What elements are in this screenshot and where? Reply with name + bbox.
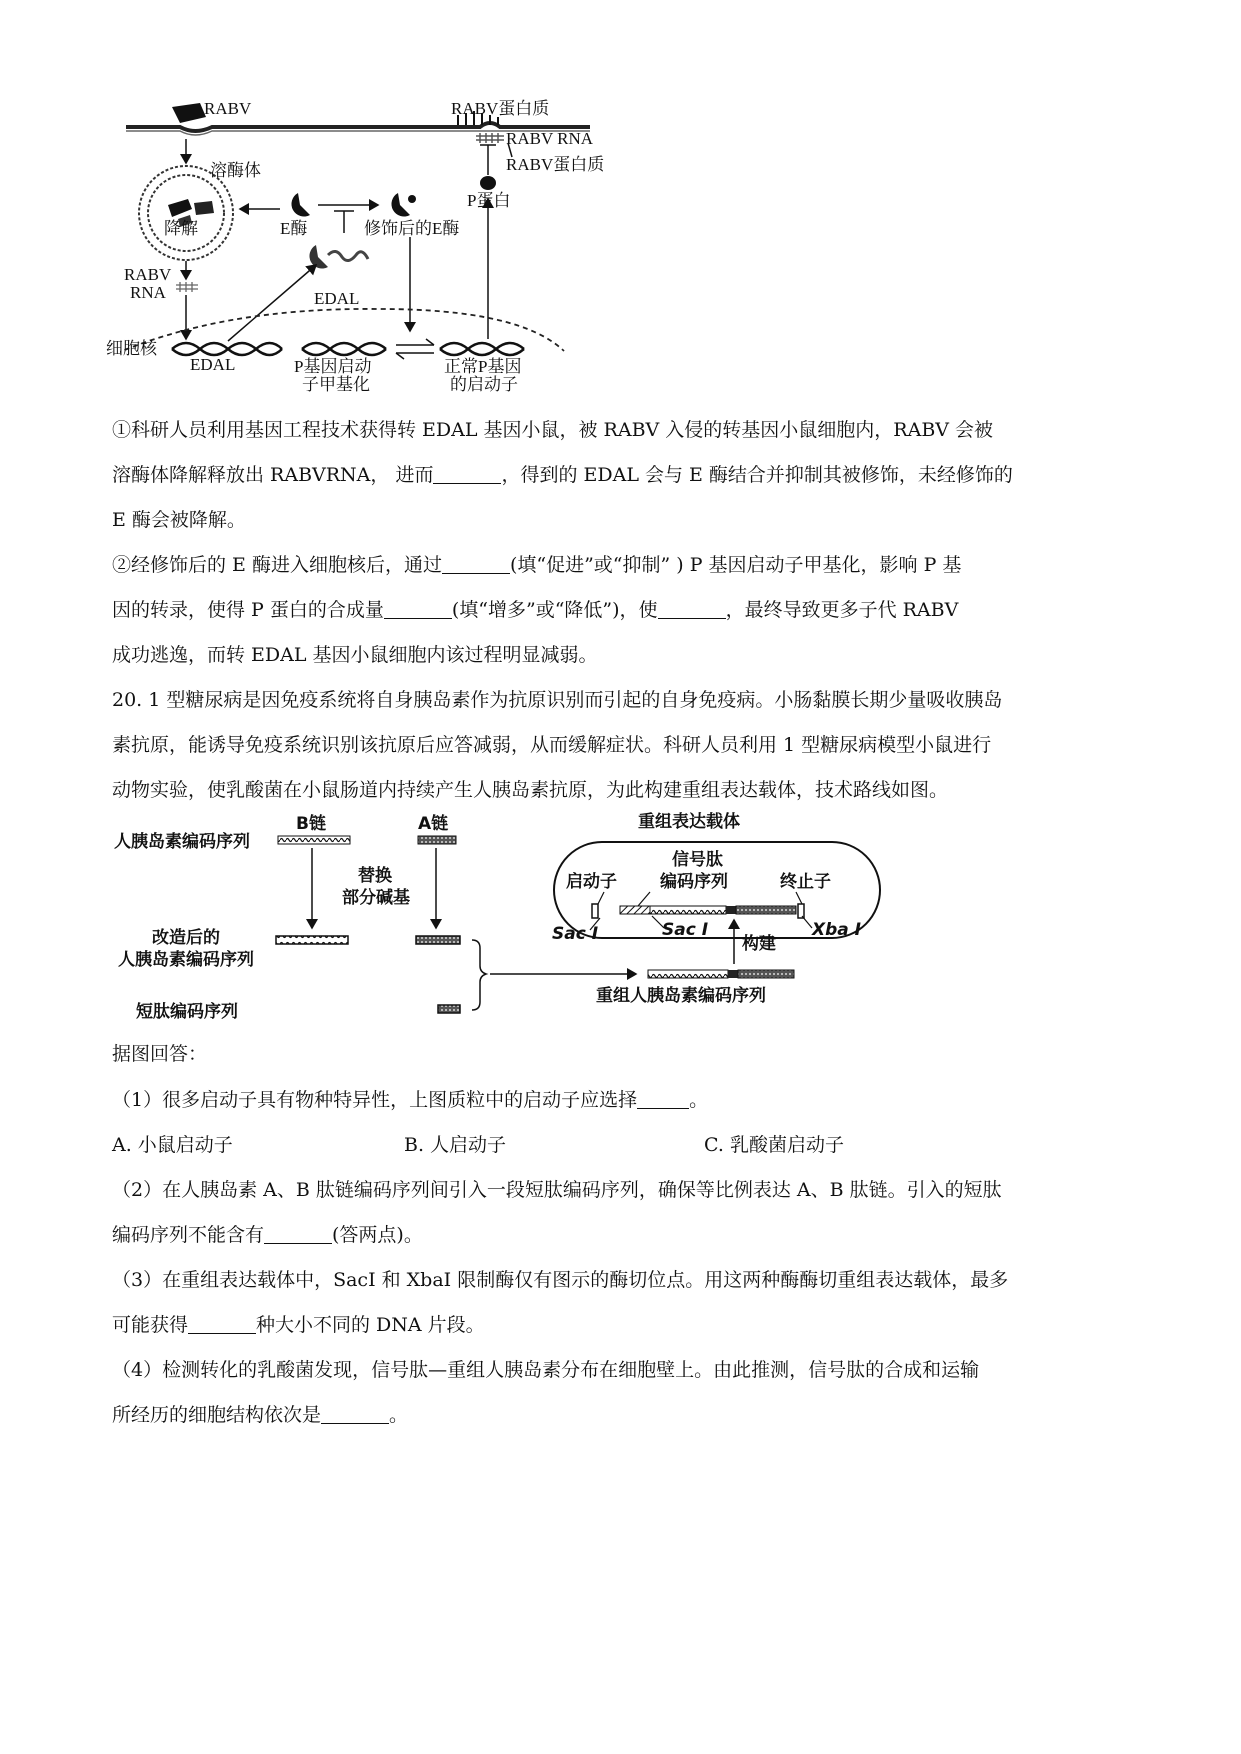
answer-blank-8[interactable] bbox=[321, 1405, 389, 1424]
label-xba: Xba Ⅰ bbox=[812, 920, 861, 940]
figure-insulin-construct bbox=[112, 812, 1012, 1035]
label-rabv-rna-right: RABV RNA bbox=[506, 129, 594, 148]
answer-blank-2[interactable] bbox=[442, 555, 510, 574]
paragraph-1-line-1: ①科研人员利用基因工程技术获得转 EDAL 基因小鼠，被 RABV 入侵的转基因小鼠细胞内，RABV 会被 bbox=[112, 419, 994, 441]
paragraph-1-line-3: E 酶会被降解。 bbox=[112, 509, 246, 531]
label-rabv-protein-right: RABV蛋白质 bbox=[506, 155, 605, 174]
label-signal-2: 编码序列 bbox=[660, 872, 728, 892]
rabv-rna-bars bbox=[476, 133, 504, 143]
e-enzyme-shape bbox=[291, 193, 310, 217]
paragraph-2-line-1: ②经修饰后的 E 酶进入细胞核后，通过 (填“促进”或“抑制” ) P 基因启动子甲基化，影响 P 基 bbox=[112, 554, 962, 576]
label-short-peptide-seq: 短肽编码序列 bbox=[136, 1002, 238, 1022]
option-c[interactable]: C. 乳酸菌启动子 bbox=[704, 1134, 844, 1156]
answer-blank-6[interactable] bbox=[264, 1225, 332, 1244]
question-4-line-1: （4）检测转化的乳酸菌发现，信号肽—重组人胰岛素分布在细胞壁上。由此推测，信号肽的合成和运输 bbox=[112, 1359, 980, 1381]
lysosome-shape bbox=[139, 166, 233, 260]
answer-blank-3[interactable] bbox=[384, 600, 452, 619]
label-p-promoter-methyl-2: 子甲基化 bbox=[302, 375, 370, 394]
label-p-promoter-methyl-1: P基因启动 bbox=[294, 357, 372, 376]
label-replace-2: 部分碱基 bbox=[342, 888, 410, 908]
label-edal-gene: EDAL bbox=[190, 355, 236, 374]
modified-b-bar bbox=[276, 936, 348, 944]
figure-rabv-pathway bbox=[106, 95, 640, 400]
label-rabv-rna-left-2: RNA bbox=[130, 283, 166, 302]
label-rabv-protein-top: RABV蛋白质 bbox=[451, 99, 550, 118]
insert-a bbox=[736, 906, 796, 914]
answer-blank-5[interactable] bbox=[637, 1090, 689, 1109]
paragraph-2-line-3: 成功逃逸，而转 EDAL 基因小鼠细胞内该过程明显减弱。 bbox=[112, 644, 598, 666]
p-protein-shape bbox=[480, 176, 496, 190]
label-replace-1: 替换 bbox=[358, 866, 392, 886]
label-modified-e-enzyme: 修饰后的E酶 bbox=[364, 219, 460, 238]
recombinant-seq-b bbox=[648, 970, 728, 978]
short-peptide-bar bbox=[438, 1005, 460, 1013]
rabv-virion bbox=[172, 103, 206, 123]
questions-intro: 据图回答： bbox=[112, 1043, 208, 1065]
label-a-chain: A链 bbox=[418, 814, 449, 834]
label-nucleus: 细胞核 bbox=[106, 339, 157, 358]
promoter-mark bbox=[592, 904, 598, 918]
label-terminator: 终止子 bbox=[780, 872, 831, 892]
insert-link bbox=[726, 906, 736, 914]
recombinant-seq-a bbox=[738, 970, 794, 978]
signal-peptide-seq bbox=[620, 906, 650, 914]
question-3-line-2: 可能获得 种大小不同的 DNA 片段。 bbox=[112, 1314, 485, 1336]
label-modified-1: 改造后的 bbox=[152, 928, 220, 948]
label-sac-mid: Sac Ⅰ bbox=[662, 920, 709, 940]
question-2-line-1: （2）在人胰岛素 A、B 肽链编码序列间引入一段短肽编码序列，确保等比例表达 A、B 肽链。引入的短肽 bbox=[112, 1179, 1002, 1201]
label-degrade: 降解 bbox=[164, 219, 198, 238]
question-1: （1）很多启动子具有物种特异性，上图质粒中的启动子应选择 。 bbox=[112, 1089, 709, 1111]
question-20-line-3: 动物实验，使乳酸菌在小鼠肠道内持续产生人胰岛素抗原，为此构建重组表达载体，技术路线如图。 bbox=[112, 779, 949, 801]
label-rabv-rna-left-1: RABV bbox=[124, 265, 172, 284]
answer-blank-7[interactable] bbox=[188, 1315, 256, 1334]
label-construct: 构建 bbox=[742, 934, 776, 954]
insert-b bbox=[650, 906, 726, 914]
label-normal-p-promoter-2: 的启动子 bbox=[450, 375, 518, 394]
modified-e-enzyme-shape bbox=[391, 193, 410, 217]
label-e-enzyme: E酶 bbox=[280, 219, 308, 238]
option-a[interactable]: A. 小鼠启动子 bbox=[112, 1134, 233, 1156]
terminator-mark bbox=[798, 904, 804, 918]
label-edal-protein: EDAL bbox=[314, 289, 360, 308]
paragraph-2-line-2: 因的转录，使得 P 蛋白的合成量 (填“增多”或“降低”)，使 ，最终导致更多子代 RABV bbox=[112, 599, 959, 621]
dna-helices bbox=[172, 343, 524, 355]
edal-e-complex bbox=[309, 245, 368, 269]
question-2-line-2: 编码序列不能含有 (答两点)。 bbox=[112, 1224, 423, 1246]
label-signal-1: 信号肽 bbox=[672, 850, 723, 870]
label-human-insulin-seq: 人胰岛素编码序列 bbox=[114, 832, 250, 852]
modified-a-bar bbox=[416, 936, 460, 944]
label-normal-p-promoter-1: 正常P基因 bbox=[444, 357, 522, 376]
recombinant-seq-link bbox=[728, 970, 738, 978]
question-20-line-1: 20. 1 型糖尿病是因免疫系统将自身胰岛素作为抗原识别而引起的自身免疫病。小肠黏膜长期少量吸收胰岛 bbox=[112, 689, 1003, 711]
question-4-line-2: 所经历的细胞结构依次是 。 bbox=[112, 1404, 409, 1426]
question-20-line-2: 素抗原，能诱导免疫系统识别该抗原后应答减弱，从而缓解症状。科研人员利用 1 型糖尿病模型小鼠进行 bbox=[112, 734, 992, 756]
answer-blank-4[interactable] bbox=[658, 600, 726, 619]
equilibrium-arrows bbox=[396, 339, 434, 359]
label-rabv: RABV bbox=[204, 99, 252, 118]
brace bbox=[472, 940, 486, 1010]
b-chain-bar bbox=[278, 836, 350, 844]
answer-blank-1[interactable] bbox=[433, 465, 501, 484]
question-3-line-1: （3）在重组表达载体中，SacI 和 XbaI 限制酶仅有图示的酶切位点。用这两种酶酶切重组表达载体，最多 bbox=[112, 1269, 1009, 1291]
option-b[interactable]: B. 人启动子 bbox=[404, 1134, 507, 1156]
label-recombinant-vector: 重组表达载体 bbox=[638, 812, 740, 832]
label-sac-left: Sac Ⅰ bbox=[552, 924, 599, 944]
label-promoter: 启动子 bbox=[566, 872, 617, 892]
label-recombinant-insulin-seq: 重组人胰岛素编码序列 bbox=[596, 986, 766, 1006]
paragraph-1-line-2: 溶酶体降解释放出 RABVRNA， 进而 ，得到的 EDAL 会与 E 酶结合并抑制其被修饰，未经修饰的 bbox=[112, 464, 1013, 486]
a-chain-bar bbox=[418, 836, 456, 844]
label-modified-2: 人胰岛素编码序列 bbox=[118, 950, 254, 970]
label-lysosome: 溶酶体 bbox=[210, 161, 261, 180]
label-p-protein: P蛋白 bbox=[467, 191, 511, 210]
label-b-chain: B链 bbox=[296, 814, 326, 834]
